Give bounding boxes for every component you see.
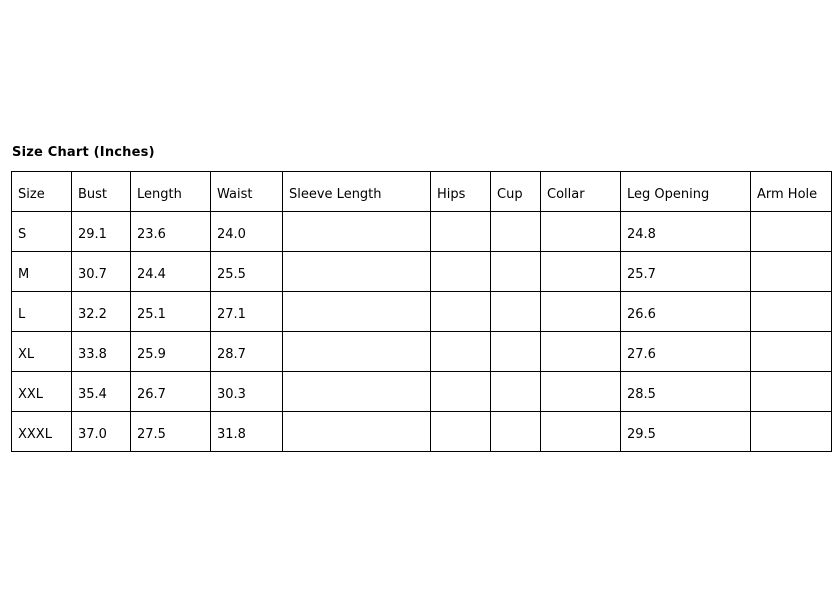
value-cell [541,212,621,252]
column-header: Sleeve Length [283,172,431,212]
table-row [12,332,832,372]
value-cell [431,332,491,372]
value-cell: 25.9 [131,332,211,372]
value-cell [751,412,832,452]
value-cell [751,332,832,372]
value-cell: 25.7 [621,252,751,292]
value-cell: 30.3 [211,372,283,412]
value-cell: 24.8 [621,212,751,252]
value-cell [283,292,431,332]
column-header: Length [131,172,211,212]
value-cell [491,372,541,412]
value-cell: 32.2 [72,292,131,332]
value-cell [541,372,621,412]
size-cell: S [12,212,72,252]
column-header: Size [12,172,72,212]
column-header: Bust [72,172,131,212]
value-cell: 28.5 [621,372,751,412]
size-cell: XXL [12,372,72,412]
column-header: Waist [211,172,283,212]
value-cell: 33.8 [72,332,131,372]
column-header: Cup [491,172,541,212]
value-cell [283,332,431,372]
value-cell [283,372,431,412]
header-row [12,172,832,212]
column-header: Hips [431,172,491,212]
value-cell: 23.6 [131,212,211,252]
size-cell: L [12,292,72,332]
value-cell [751,252,832,292]
column-header: Arm Hole [751,172,832,212]
value-cell [751,212,832,252]
value-cell [541,252,621,292]
value-cell: 26.6 [621,292,751,332]
value-cell: 28.7 [211,332,283,372]
value-cell [491,212,541,252]
value-cell [283,412,431,452]
column-header: Collar [541,172,621,212]
value-cell [431,252,491,292]
value-cell [541,412,621,452]
value-cell: 29.5 [621,412,751,452]
size-cell: XXXL [12,412,72,452]
table-row [12,292,832,332]
value-cell: 26.7 [131,372,211,412]
value-cell: 37.0 [72,412,131,452]
value-cell [283,212,431,252]
value-cell [491,252,541,292]
page-title: Size Chart (Inches) [12,145,155,160]
value-cell: 35.4 [72,372,131,412]
value-cell: 24.4 [131,252,211,292]
value-cell: 27.1 [211,292,283,332]
size-cell: XL [12,332,72,372]
value-cell: 30.7 [72,252,131,292]
value-cell: 27.6 [621,332,751,372]
value-cell: 31.8 [211,412,283,452]
table-row [12,212,832,252]
value-cell [541,332,621,372]
size-chart-table [11,171,832,452]
value-cell [491,292,541,332]
table-row [12,252,832,292]
value-cell [491,332,541,372]
value-cell [751,292,832,332]
value-cell [431,372,491,412]
size-cell: M [12,252,72,292]
value-cell [283,252,431,292]
value-cell [491,412,541,452]
value-cell: 29.1 [72,212,131,252]
value-cell: 27.5 [131,412,211,452]
value-cell: 25.1 [131,292,211,332]
value-cell [431,212,491,252]
column-header: Leg Opening [621,172,751,212]
value-cell [431,412,491,452]
value-cell: 24.0 [211,212,283,252]
table-row [12,412,832,452]
value-cell [431,292,491,332]
value-cell: 25.5 [211,252,283,292]
value-cell [541,292,621,332]
table-row [12,372,832,412]
value-cell [751,372,832,412]
